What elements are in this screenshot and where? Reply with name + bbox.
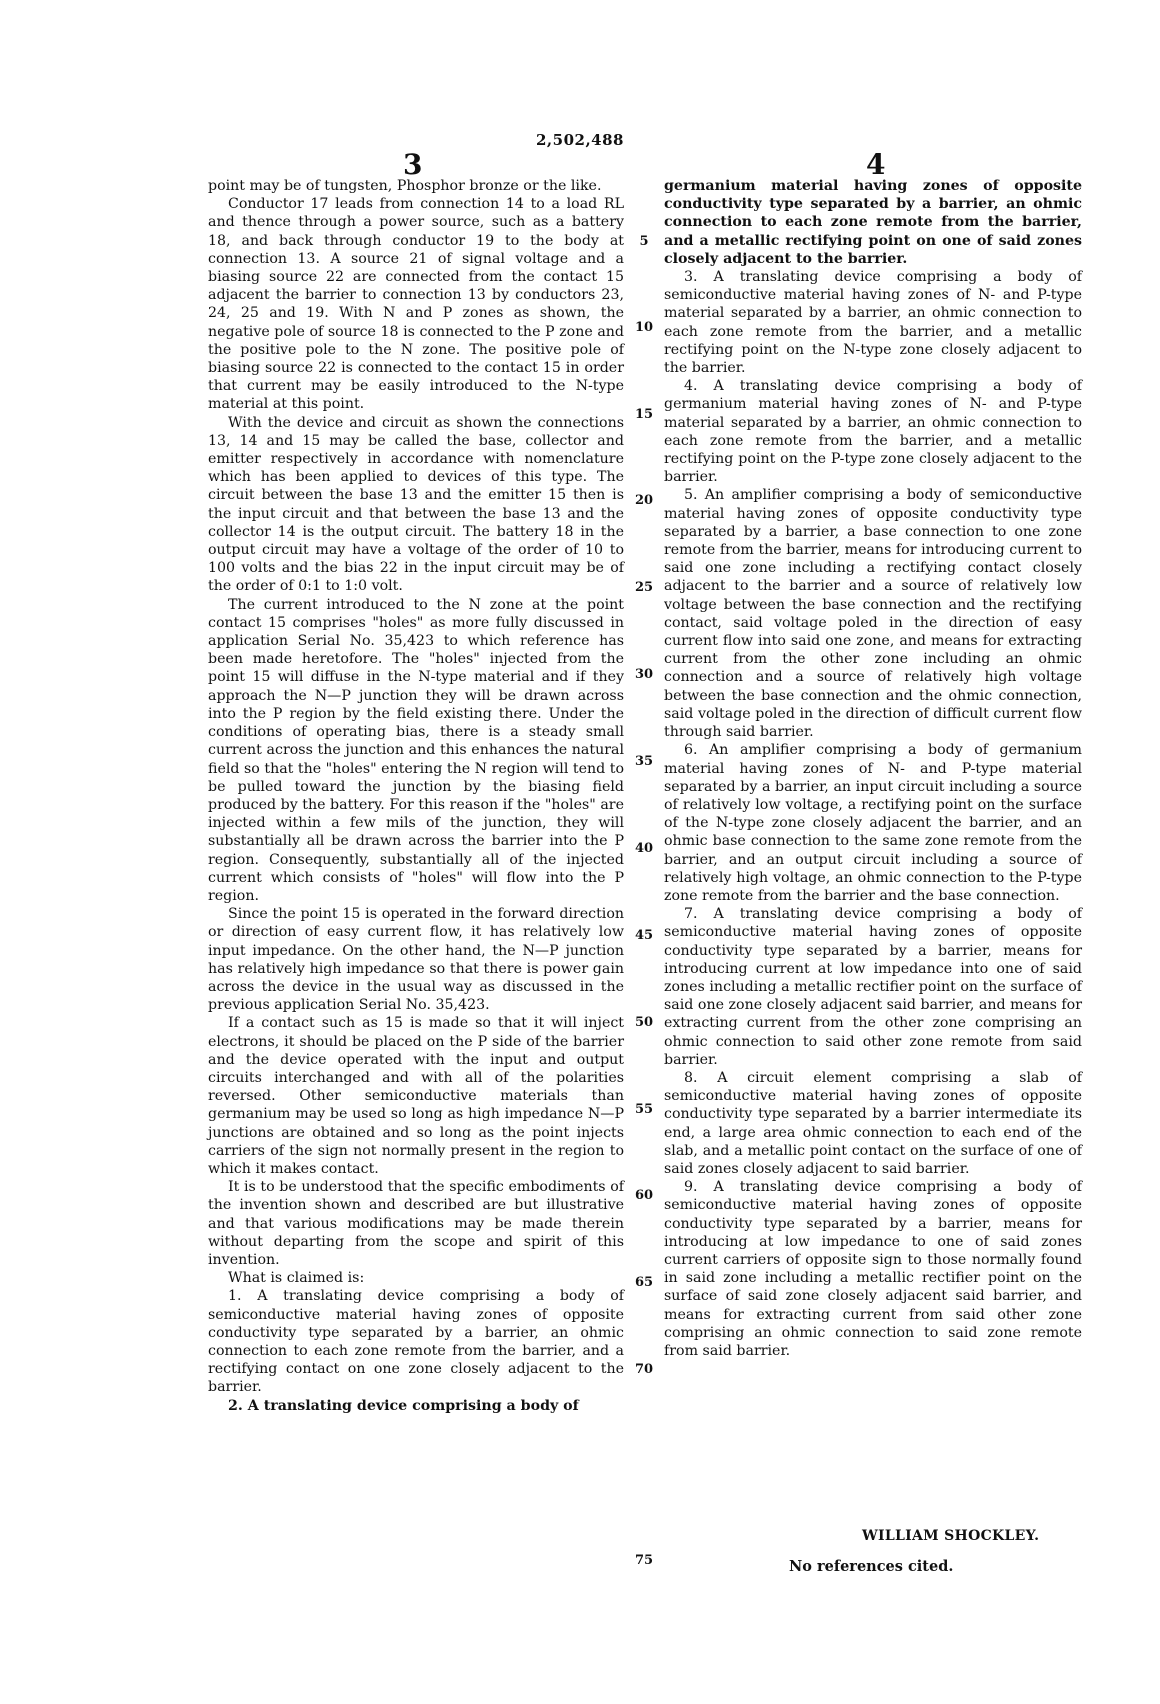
line-number: 65	[634, 1275, 654, 1290]
line-number: 60	[634, 1188, 654, 1203]
line-number: 40	[634, 841, 654, 856]
right-column-number: 4	[866, 148, 886, 181]
paragraph: With the device and circuit as shown the connections 13, 14 and 15 may be called the base, collector and emitter respectively in accordance with nomenclature which has been applied to devices of this type. The circuit between the base 13 and the emitter 15 then is the input circuit and that between the base 13 and the collector 14 is the output circuit. The battery 18 in the output circuit may have a voltage of the order of 10 to 100 volts and the bias 22 in the input circuit may be of the order of 0:1 to 1:0 volt.	[208, 414, 624, 595]
inventor-signature: WILLIAM SHOCKLEY.	[862, 1528, 1040, 1544]
line-number: 20	[634, 493, 654, 508]
paragraph: Since the point 15 is operated in the forward direction or direction of easy current flow, it has relatively low input impedance. On the other hand, the N—P junction has relatively high impedance so that there is power gain across the device in the usual way as discussed in the previous application Serial No. 35,423.	[208, 906, 624, 1014]
claims-intro: What is claimed is:	[228, 1270, 365, 1287]
claim-7: 7. A translating device comprising a body of semiconductive material having zones of opposite conductivity type separated by a barrier, means for introducing current at low impedance into one of said zones including a metallic rectifier point on the surface of said one zone closely adjacent said barrier, and means for extracting current from the other zone comprising an ohmic connection to said other zone remote from said barrier.	[664, 906, 1082, 1068]
line-number: 30	[634, 667, 654, 682]
line-number: 5	[639, 234, 649, 249]
left-column-number: 3	[403, 148, 423, 181]
claim-2-start: 2. A translating device comprising a body of	[228, 1397, 579, 1414]
line-number: 45	[634, 928, 654, 943]
right-text-column	[664, 177, 1082, 1360]
claim-5: 5. An amplifier comprising a body of semiconductive material having zones of opposite conductivity type separated by a barrier, a base connection to one zone remote from the barrier, means for introducing current to said one zone including a rectifying contact closely adjacent to the barrier and a source of relatively low voltage between the base connection and the rectifying contact, said voltage poled in the direction of easy current flow into said one zone, and means for extracting current from the other zone including an ohmic connection and a source of relatively high voltage between the base connection and the ohmic connection, said voltage poled in the direction of difficult current flow through said barrier.	[664, 487, 1082, 741]
line-number: 25	[634, 580, 654, 595]
claim-4: 4. A translating device comprising a body of germanium material having zones of N- and P-type material separated by a barrier, an ohmic connection to each zone remote from the barrier, and a metallic rectifying point on the P-type zone closely adjacent to the barrier.	[664, 378, 1082, 486]
line-number: 55	[634, 1102, 654, 1117]
line-number: 10	[634, 320, 654, 335]
left-text-column	[208, 177, 624, 1415]
line-number: 75	[634, 1553, 654, 1568]
claim-3: 3. A translating device comprising a body of semiconductive material having zones of N- and P-type material separated by a barrier, an ohmic connection to each zone remote from the barrier, and a metallic rectifying point on the N-type zone closely adjacent to the barrier.	[664, 269, 1082, 377]
line-number: 70	[634, 1362, 654, 1377]
claim-1: 1. A translating device comprising a body of semiconductive material having zones of opposite conductivity type separated by a barrier, an ohmic connection to each zone remote from the barrier, and a rectifying contact on one zone closely adjacent to the barrier.	[208, 1288, 624, 1396]
claim-8: 8. A circuit element comprising a slab of semiconductive material having zones of opposite conductivity type separated by a barrier intermediate its end, a large area ohmic connection to each end of the slab, and a metallic point contact on the surface of one of said zones closely adjacent to said barrier.	[664, 1069, 1082, 1177]
paragraph: Conductor 17 leads from connection 14 to a load RL and thence through a power source, such as a battery 18, and back through conductor 19 to the body at connection 13. A source 21 of signal voltage and a biasing source 22 are connected from the contact 15 adjacent the barrier to connection 13 by conductors 23, 24, 25 and 19. With N and P zones as shown, the negative pole of source 18 is connected to the P zone and the positive pole to the N zone. The positive pole of biasing source 22 is connected to the contact 15 in order that current may be easily introduced to the N-type material at this point.	[208, 196, 624, 413]
paragraph: The current introduced to the N zone at the point contact 15 comprises "holes" as more fully discussed in application Serial No. 35,423 to which reference has been made heretofore. The "holes" injected from the point 15 will diffuse in the N-type material and if they approach the N—P junction they will be drawn across into the P region by the field existing there. Under the conditions of operating bias, there is a steady small current across the junction and this enhances the natural field so that the "holes" entering the N region will tend to be pulled toward the junction by the biasing field produced by the battery. For this reason if the "holes" are injected within a few mils of the junction, they will substantially all be drawn across the barrier into the P region. Consequently, substantially all of the injected current which consists of "holes" will flow into the P region.	[208, 596, 624, 904]
paragraph: It is to be understood that the specific embodiments of the invention shown and described are but illustrative and that various modifications may be made therein without departing from the scope and spirit of this invention.	[208, 1179, 624, 1268]
line-number: 15	[634, 407, 654, 422]
claim-6: 6. An amplifier comprising a body of germanium material having zones of N- and P-type material separated by a barrier, an input circuit including a source of relatively low voltage, a rectifying point on the surface of the N-type zone closely adjacent the barrier, and an ohmic base connection to the same zone remote from the barrier, and an output circuit including a source of relatively high voltage, an ohmic connection to the P-type zone remote from the barrier and the base connection.	[664, 742, 1082, 904]
line-number: 35	[634, 754, 654, 769]
line-number: 50	[634, 1015, 654, 1030]
paragraph: point may be of tungsten, Phosphor bronze or the like.	[208, 178, 602, 194]
paragraph: If a contact such as 15 is made so that it will inject electrons, it should be placed on the P side of the barrier and the device operated with the input and output circuits interchanged and with all of the polarities reversed. Other semiconductive materials than germanium may be used so long as high impedance N—P junctions are obtained and so long as the point injects carriers of the sign not normally present in the region to which it makes contact.	[208, 1015, 624, 1177]
claim-2-continued: germanium material having zones of opposite conductivity type separated by a barrier, an ohmic connection to each zone remote from the barrier, and a metallic rectifying point on one of said zones closely adjacent to the barrier.	[664, 178, 1082, 267]
claim-9: 9. A translating device comprising a body of semiconductive material having zones of opposite conductivity type separated by a barrier, means for introducing at low impedance to one of said zones current carriers of opposite sign to those normally found in said zone including a metallic rectifier point on the surface of said zone closely adjacent said barrier, and means for extracting current from said other zone comprising an ohmic connection to said zone remote from said barrier.	[664, 1179, 1082, 1359]
patent-number: 2,502,488	[535, 131, 624, 149]
references-note: No references cited.	[789, 1558, 954, 1575]
